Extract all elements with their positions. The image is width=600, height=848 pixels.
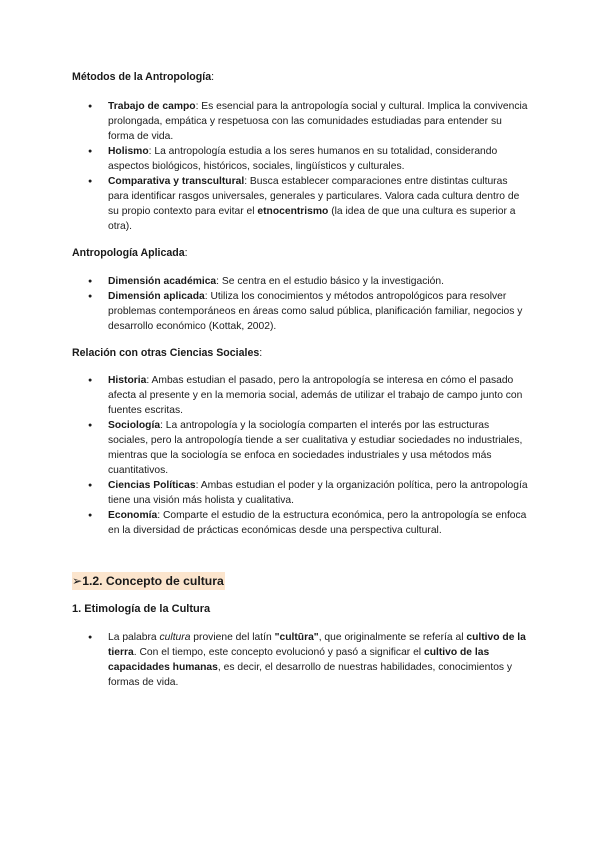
list-item: ● Comparativa y transcultural: Busca establecer comparaciones entre distintas culturas para identificar rasgos universales, generales y particulares. Valora cada cultura dentro de su propio contexto para evitar el etnocentrismo (la idea de que una cultura es superior a otra). [72,174,528,234]
section-title-applied: Antropología Aplicada: [72,247,188,259]
etymology-list [72,630,528,690]
applied-list [72,274,528,334]
methods-list [72,99,528,234]
document-page [72,70,528,690]
list-item: ● Historia: Ambas estudian el pasado, pero la antropología se interesa en cómo el pasado afecta al presente y en la memoria social, además de utilizar el trabajo de campo junto con fuentes escritas. [72,373,528,418]
list-item: ● Economía: Comparte el estudio de la estructura económica, pero la antropología se enfoca en la diversidad de prácticas económicas desde una perspectiva cultural. [72,508,528,538]
list-item: ● Dimensión académica: Se centra en el estudio básico y la investigación. [72,274,528,289]
arrow-bullet-icon: ➢ [72,574,83,588]
list-item: ● Sociología: La antropología y la sociología comparten el interés por las estructuras sociales, pero la antropología tiende a ser cualitativa y estudiar sociedades no industriales, mientras que la sociología se enfoca en sociedades industriales y usa métodos más cuantitativos. [72,418,528,478]
list-item: ● La palabra cultura proviene del latín "cultūra", que originalmente se refería al cultivo de la tierra. Con el tiempo, este concepto evolucionó y pasó a significar el cultivo de las capacidades humanas, es decir, el desarrollo de nuestras habilidades, conocimientos y formas de vida. [72,630,528,690]
list-item: ● Ciencias Políticas: Ambas estudian el poder y la organización política, pero la antropología tiene una visión más holista y cualitativa. [72,478,528,508]
list-item: ● Dimensión aplicada: Utiliza los conocimientos y métodos antropológicos para resolver problemas contemporáneos en áreas como salud pública, planificación familiar, negocios y desarrollo económico (Kottak, 2002). [72,289,528,334]
section-title-relation: Relación con otras Ciencias Sociales: [72,347,263,359]
section-title-methods: Métodos de la Antropología: [72,71,215,83]
heading-concepto-de-cultura: ➢1.2. Concepto de cultura [72,574,224,588]
list-item: ● Holismo: La antropología estudia a los seres humanos en su totalidad, considerando aspectos biológicos, históricos, sociales, lingüísticos y culturales. [72,144,528,174]
subheading-etimologia: 1. Etimología de la Cultura [72,603,211,615]
relation-list [72,373,528,538]
list-item: ● Trabajo de campo: Es esencial para la antropología social y cultural. Implica la convivencia prolongada, empática y respetuosa con las comunidades estudiadas para entender su forma de vida. [72,99,528,144]
